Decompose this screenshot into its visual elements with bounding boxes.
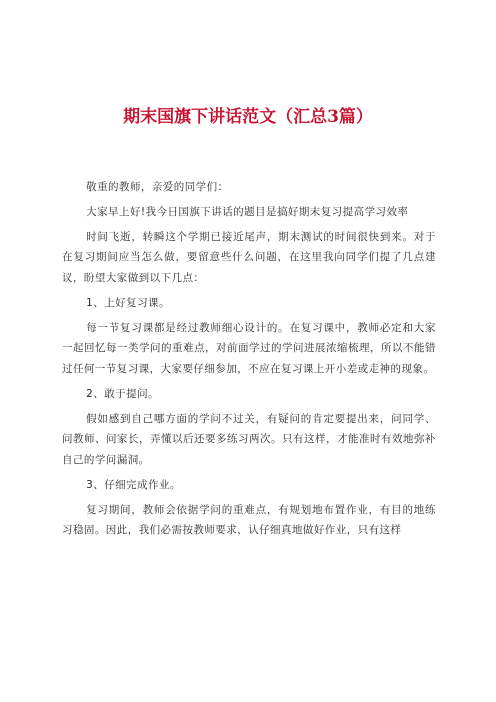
body-paragraph: 复习期间，教师会依据学问的重难点，有规划地布置作业，有目的地练习稳固。因此，我们必需按教师要求，认仔细真地做好作业，只有这样 — [62, 503, 436, 537]
greeting-paragraph: 敬重的教师，亲爱的同学们： — [86, 181, 229, 193]
document-body — [62, 177, 436, 545]
body-paragraph: 大家早上好!我今日国旗下讲话的题目是搞好期末复习提高学习效率 — [86, 205, 409, 218]
section-heading: 2、敢于提问。 — [86, 387, 159, 400]
section-heading: 3、仔细完成作业。 — [86, 478, 181, 491]
document-title: 期末国旗下讲话范文（汇总3篇） — [123, 107, 373, 127]
body-paragraph: 时间飞逝，转瞬这个学期已接近尾声，期末测试的时间很快到来。对于在复习期间应当怎么做，要留意些什么问题，在这里我向同学们提了几点建议，盼望大家做到以下几点： — [62, 230, 436, 284]
body-paragraph: 假如感到自己哪方面的学问不过关，有疑问的肯定要提出来，问同学、问教师、问家长，弄懂以后还要多练习两次。只有这样，才能准时有效地弥补自己的学问漏洞。 — [62, 412, 436, 466]
section-heading: 1、上好复习课。 — [86, 296, 170, 309]
body-paragraph: 每一节复习课都是经过教师细心设计的。在复习课中，教师必定和大家一起回忆每一类学问的重难点，对前面学过的学问进展浓缩梳理，所以不能错过任何一节复习课，大家要仔细参加，不应在复习课上开小差或走神的现象。 — [62, 321, 436, 375]
